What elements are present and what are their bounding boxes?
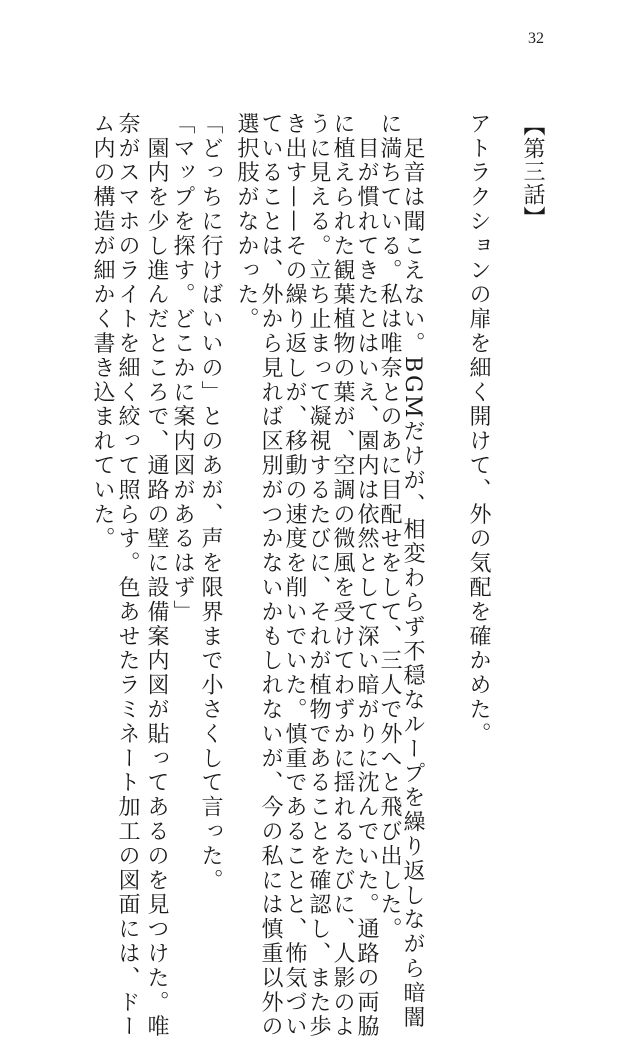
text-column-2: 足音は聞こえない。BGMだけが、相変わらず不穏なループを繰り返しながら暗闇 <box>400 112 425 1030</box>
text-column-5: に植えられた観葉植物の葉が、空調の微風を受けてわずかに揺れるたびに、人影のよ <box>330 112 355 1039</box>
chapter-heading: 【第三話】 <box>520 114 545 229</box>
text-column-3: に満ちている。私は唯奈とのあに目配せをして、三人で外へと飛び出した。 <box>377 112 402 942</box>
text-column-13: 奈がスマホのライトを細く絞って照らす。色あせたラミネート加工の図面には、ドー <box>115 112 140 1039</box>
page-number: 32 <box>528 30 544 47</box>
text-column-11: 「マップを探す。どこかに案内図があるはず」 <box>170 112 195 625</box>
text-column-8: ていることは、外から見れば区別がつかないかもしれないが、今の私には慎重以外の <box>258 112 283 1039</box>
text-column-14: ム内の構造が細かく書き込まれていた。 <box>90 112 115 552</box>
text-column-6: うに見える。立ち止まって凝視するたびに、それが植物であることを確認し、また歩 <box>306 112 331 1039</box>
text-column-10: 「どっちに行けばいいの」とのあが、声を限界まで小さくして言った。 <box>198 112 223 893</box>
text-column-1: アトラクションの扉を細く開けて、外の気配を確かめた。 <box>466 112 491 747</box>
text-column-7: き出す——その繰り返しが、移動の速度を削いでいた。慎重であることと、怖気づい <box>282 112 307 1039</box>
text-column-4: 目が慣れてきたとはいえ、園内は依然として深い暗がりに沈んでいた。通路の両脇 <box>354 112 379 1039</box>
text-column-9: 選択肢がなかった。 <box>234 112 259 332</box>
text-column-12: 園内を少し進んだところで、通路の壁に設備案内図が貼ってあるのを見つけた。唯 <box>144 112 169 1039</box>
